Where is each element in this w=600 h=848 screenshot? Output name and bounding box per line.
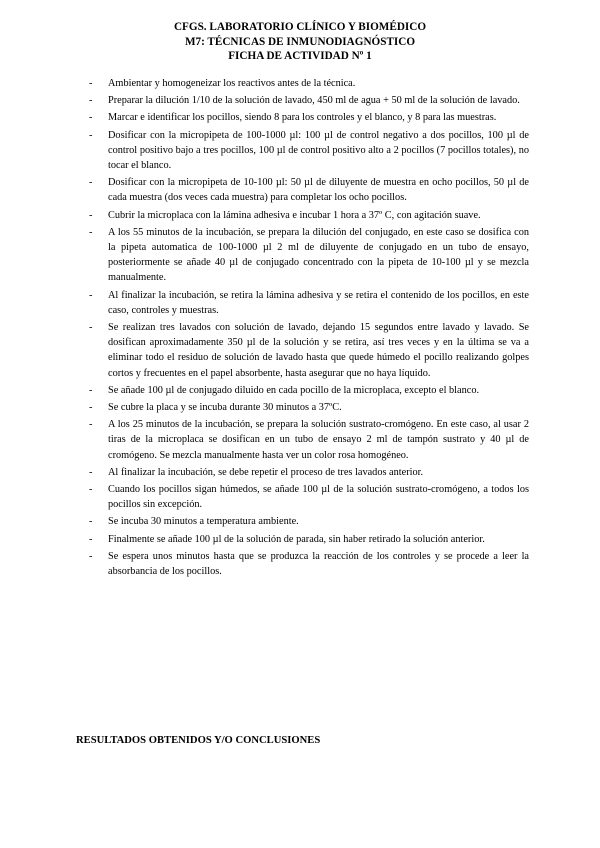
step-text: A los 25 minutos de la incubación, se prepara la solución sustrato-cromógeno. En este caso, al usar 2 tiras de la microplaca se dosifican en un tubo de ensayo 2 ml de tampón sustrato y 40 µl de cromógeno. Se mezcla manualmente hasta ver un color rosa homogéneo.: [108, 419, 529, 461]
bullet-dash: -: [89, 112, 93, 124]
course-title: CFGS. LABORATORIO CLÍNICO Y BIOMÉDICO: [173, 21, 427, 33]
document-header: [0, 20, 600, 64]
bullet-dash: -: [89, 209, 93, 221]
results-heading: RESULTADOS OBTENIDOS Y/O CONCLUSIONES: [76, 735, 321, 746]
step-text: Cuando los pocillos sigan húmedos, se añade 100 µl de la solución sustrato-cromógeno, a todos los pocillos sin excepción.: [108, 484, 529, 511]
step-text: Al finalizar la incubación, se debe repetir el proceso de tres lavados anterior.: [108, 466, 424, 478]
bullet-dash: -: [89, 516, 93, 528]
procedure-step: [0, 93, 600, 108]
bullet-dash: -: [89, 289, 93, 301]
procedure-step: [0, 417, 600, 463]
bullet-dash: -: [89, 78, 93, 89]
step-text: Ambientar y homogeneizar los reactivos antes de la técnica.: [108, 78, 356, 89]
procedure-step: [0, 288, 600, 318]
step-text: Se incuba 30 minutos a temperatura ambiente.: [108, 516, 299, 528]
procedure-step: [0, 208, 600, 223]
bullet-dash: -: [89, 402, 93, 414]
bullet-dash: -: [89, 484, 93, 496]
bullet-dash: -: [89, 533, 93, 545]
step-text: Finalmente se añade 100 µl de la solución de parada, sin haber retirado la solución anterior.: [108, 533, 485, 545]
activity-title: FICHA DE ACTIVIDAD Nº 1: [228, 50, 372, 62]
bullet-dash: -: [89, 550, 93, 562]
procedure-step: [0, 128, 600, 174]
step-text: Preparar la dilución 1/10 de la solución de lavado, 450 ml de agua + 50 ml de la solución de lavado.: [108, 95, 520, 107]
procedure-steps-list: [0, 76, 600, 581]
bullet-dash: -: [89, 322, 93, 334]
procedure-step: [0, 110, 600, 125]
bullet-dash: -: [89, 95, 93, 107]
step-text: Se realizan tres lavados con solución de lavado, dejando 15 segundos entre lavado y lavado. Se dosifican aproximadamente 350 µl de la solución y se retira, así tres veces y en la última se va a eliminar todo el residuo de solución de lavado hasta que quede húmedo el pocillo realizando golpes cortos y frecuentes en el papel absorbente, hasta asegurar que no haya líquido.: [108, 322, 529, 379]
procedure-step: [0, 225, 600, 286]
procedure-step: [0, 514, 600, 529]
bullet-dash: -: [89, 177, 93, 189]
procedure-step: [0, 549, 600, 579]
bullet-dash: -: [89, 384, 93, 396]
procedure-step: [0, 175, 600, 205]
step-text: A los 55 minutos de la incubación, se prepara la dilución del conjugado, en este caso se dosifica con la pipeta automatica de 100-1000 µl 2 ml de diluyente de conjugado en un tubo de ensayo, posteriormente se añade 40 µl de conjugado concentrado con la pipeta de 10-100 µl y se mezcla manualmente.: [108, 226, 529, 284]
bullet-dash: -: [89, 466, 93, 478]
step-text: Marcar e identificar los pocillos, siendo 8 para los controles y el blanco, y 8 para las muestras.: [108, 112, 497, 124]
bullet-dash: -: [89, 419, 93, 431]
step-text: Se añade 100 µl de conjugado diluido en cada pocillo de la microplaca, excepto el blanco.: [108, 384, 480, 396]
step-text: Dosificar con la micropipeta de 10-100 µl: 50 µl de diluyente de muestra en ocho pocillos, 50 µl de cada muestra (dos veces cada muestra) para completar los ocho pocillos.: [108, 177, 529, 204]
procedure-step: [0, 400, 600, 415]
step-text: Al finalizar la incubación, se retira la lámina adhesiva y se retira el contenido de los pocillos, en este caso, controles y muestras.: [108, 289, 529, 316]
procedure-step: [0, 320, 600, 381]
procedure-step: [0, 76, 600, 91]
bullet-dash: -: [89, 129, 93, 141]
step-text: Cubrir la microplaca con la lámina adhesiva e incubar 1 hora a 37º C, con agitación suave.: [108, 209, 481, 221]
step-text: Se espera unos minutos hasta que se produzca la reacción de los controles y se procede a leer la absorbancia de los pocillos.: [108, 550, 529, 578]
procedure-step: [0, 482, 600, 512]
procedure-step: [0, 383, 600, 398]
bullet-dash: -: [89, 226, 93, 238]
procedure-step: [0, 532, 600, 547]
procedure-step: [0, 465, 600, 480]
step-text: Se cubre la placa y se incuba durante 30 minutos a 37ºC.: [108, 402, 342, 414]
step-text: Dosificar con la micropipeta de 100-1000 µl: 100 µl de control negativo a dos pocillos, 100 µl de control positivo bajo a tres pocillos, 100 µl de control positivo alto a 2 pocillos (7 pocillos totales), no tocar el blanco.: [108, 129, 529, 172]
module-title: M7: TÉCNICAS DE INMUNODIAGNÓSTICO: [184, 35, 416, 48]
